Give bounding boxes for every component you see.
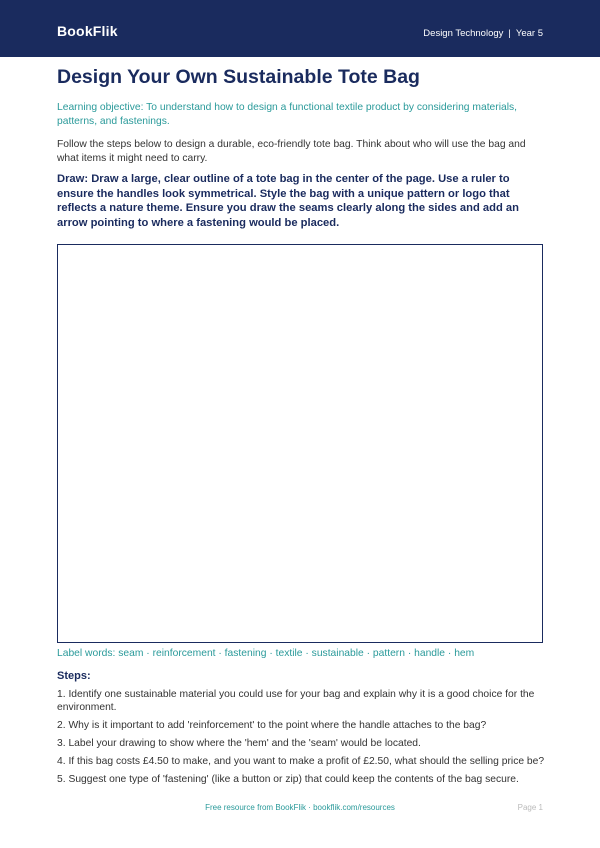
step-item: 3. Label your drawing to show where the 'hem' and the 'seam' would be located. (57, 738, 421, 750)
step-item: 5. Suggest one type of 'fastening' (like a button or zip) that could keep the contents of the bag secure. (57, 774, 519, 786)
header-separator: | (508, 28, 511, 39)
learning-objective: Learning objective: To understand how to design a functional textile product by considering materials, patterns, and fastenings. (57, 102, 518, 127)
header-bar (0, 0, 600, 57)
draw-instruction: Draw: Draw a large, clear outline of a tote bag in the center of the page. Use a ruler to ensure the handles look symmetrical. Style the bag with a unique pattern or logo that reflects a nature theme. Ensure you draw the seams clearly along the sides and add an arrow pointing to where a fastening would be placed. (57, 173, 519, 229)
brand-logo: BookFlik (57, 23, 118, 39)
step-item: 4. If this bag costs £4.50 to make, and you want to make a profit of £2.50, what should the selling price be? (57, 756, 545, 768)
year-label: Year 5 (515, 28, 543, 39)
steps-heading: Steps: (57, 670, 91, 682)
footer-credit: Free resource from BookFlik · bookflik.com/resources (205, 803, 395, 812)
header-meta (423, 28, 543, 39)
step-item: 2. Why is it important to add 'reinforcement' to the point where the handle attaches to the bag? (57, 720, 487, 732)
label-words: Label words: seam · reinforcement · fastening · textile · sustainable · pattern · handle · hem (57, 648, 475, 659)
drawing-area[interactable] (57, 244, 543, 643)
intro-text: Follow the steps below to design a durable, eco-friendly tote bag. Think about who will use the bag and what items it might need to carry. (57, 139, 526, 164)
page-title: Design Your Own Sustainable Tote Bag (57, 66, 420, 88)
steps-list (57, 688, 547, 791)
step-item: 1. Identify one sustainable material you could use for your bag and explain why it is a good choice for the environment. (57, 689, 535, 714)
page-number: Page 1 (517, 803, 543, 812)
subject-label: Design Technology (423, 28, 504, 39)
